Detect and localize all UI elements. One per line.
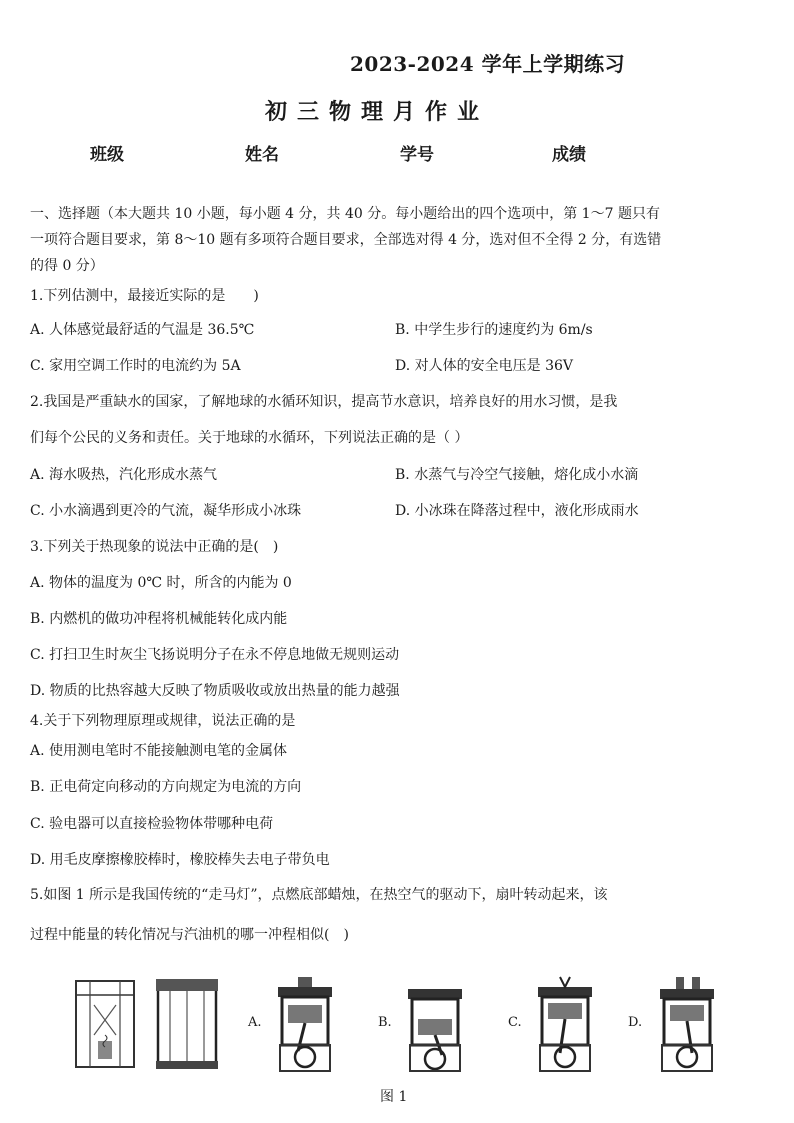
- q5-stem-1: 5.如图 1 所示是我国传统的“走马灯”，点燃底部蜡烛，在热空气的驱动下，扇叶转动起来，该: [30, 887, 608, 903]
- engine-stroke-a-icon: [270, 975, 340, 1075]
- q1-option-d: D. 对人体的安全电压是 36V: [395, 358, 574, 374]
- figure-label-b: B.: [378, 1015, 392, 1030]
- q3-stem: 3.下列关于热现象的说法中正确的是( ): [30, 539, 279, 555]
- year-title: 2023-2024 学年上学期练习: [350, 52, 626, 76]
- q1-stem: 1.下列估测中，最接近实际的是 ): [30, 288, 259, 304]
- q4-option-b: B. 正电荷定向移动的方向规定为电流的方向: [30, 779, 302, 795]
- figure-label-c: C.: [508, 1015, 522, 1030]
- engine-stroke-b-icon: [400, 975, 470, 1075]
- q4-option-d: D. 用毛皮摩擦橡胶棒时，橡胶棒失去电子带负电: [30, 852, 330, 868]
- figure-1-row: [60, 975, 750, 1085]
- q1-option-b: B. 中学生步行的速度约为 6m/s: [395, 322, 593, 338]
- q2-option-b: B. 水蒸气与冷空气接触，熔化成小水滴: [395, 467, 639, 483]
- section-intro-line-2: 一项符合题目要求，第 8～10 题有多项符合题目要求，全部选对得 4 分，选对但不全得 2 分，有选错: [30, 232, 662, 248]
- number-field-label: 学号: [400, 145, 434, 165]
- section-intro-line-1: 一、选择题（本大题共 10 小题，每小题 4 分，共 40 分。每小题给出的四个选项中，第 1～7 题只有: [30, 206, 660, 222]
- lantern-cylinder-illustration: [152, 975, 222, 1073]
- figure-label-a: A.: [248, 1015, 262, 1030]
- q1-option-a: A. 人体感觉最舒适的气温是 36.5℃: [30, 322, 255, 338]
- lantern-frame-illustration: [70, 975, 140, 1073]
- main-title: 初三物理月作业: [265, 99, 490, 125]
- q3-option-c: C. 打扫卫生时灰尘飞扬说明分子在永不停息地做无规则运动: [30, 647, 400, 663]
- q2-option-d: D. 小冰珠在降落过程中，液化形成雨水: [395, 503, 639, 519]
- engine-stroke-d-icon: [652, 975, 722, 1075]
- q2-stem-1: 2.我国是严重缺水的国家，了解地球的水循环知识，提高节水意识，培养良好的用水习惯，是我: [30, 394, 618, 410]
- student-info-row: [90, 140, 710, 164]
- section-intro-line-3: 的得 0 分）: [30, 258, 104, 274]
- q3-option-a: A. 物体的温度为 0℃ 时，所含的内能为 0: [30, 575, 292, 591]
- q5-stem-2: 过程中能量的转化情况与汽油机的哪一冲程相似( ): [30, 927, 349, 943]
- q4-option-a: A. 使用测电笔时不能接触测电笔的金属体: [30, 743, 288, 759]
- figure-label-d: D.: [628, 1015, 643, 1030]
- q3-option-d: D. 物质的比热容越大反映了物质吸收或放出热量的能力越强: [30, 683, 400, 699]
- q4-option-c: C. 验电器可以直接检验物体带哪种电荷: [30, 816, 274, 832]
- class-field-label: 班级: [90, 145, 124, 165]
- name-field-label: 姓名: [245, 145, 279, 165]
- q2-option-c: C. 小水滴遇到更冷的气流，凝华形成小冰珠: [30, 503, 302, 519]
- score-field-label: 成绩: [552, 145, 586, 165]
- engine-stroke-c-icon: [530, 975, 600, 1075]
- q3-option-b: B. 内燃机的做功冲程将机械能转化成内能: [30, 611, 288, 627]
- q4-stem: 4.关于下列物理原理或规律，说法正确的是: [30, 713, 296, 729]
- figure-caption: 图 1: [380, 1089, 408, 1105]
- q2-stem-2: 们每个公民的义务和责任。关于地球的水循环，下列说法正确的是（ ）: [30, 430, 469, 446]
- q1-option-c: C. 家用空调工作时的电流约为 5A: [30, 358, 241, 374]
- q2-option-a: A. 海水吸热，汽化形成水蒸气: [30, 467, 218, 483]
